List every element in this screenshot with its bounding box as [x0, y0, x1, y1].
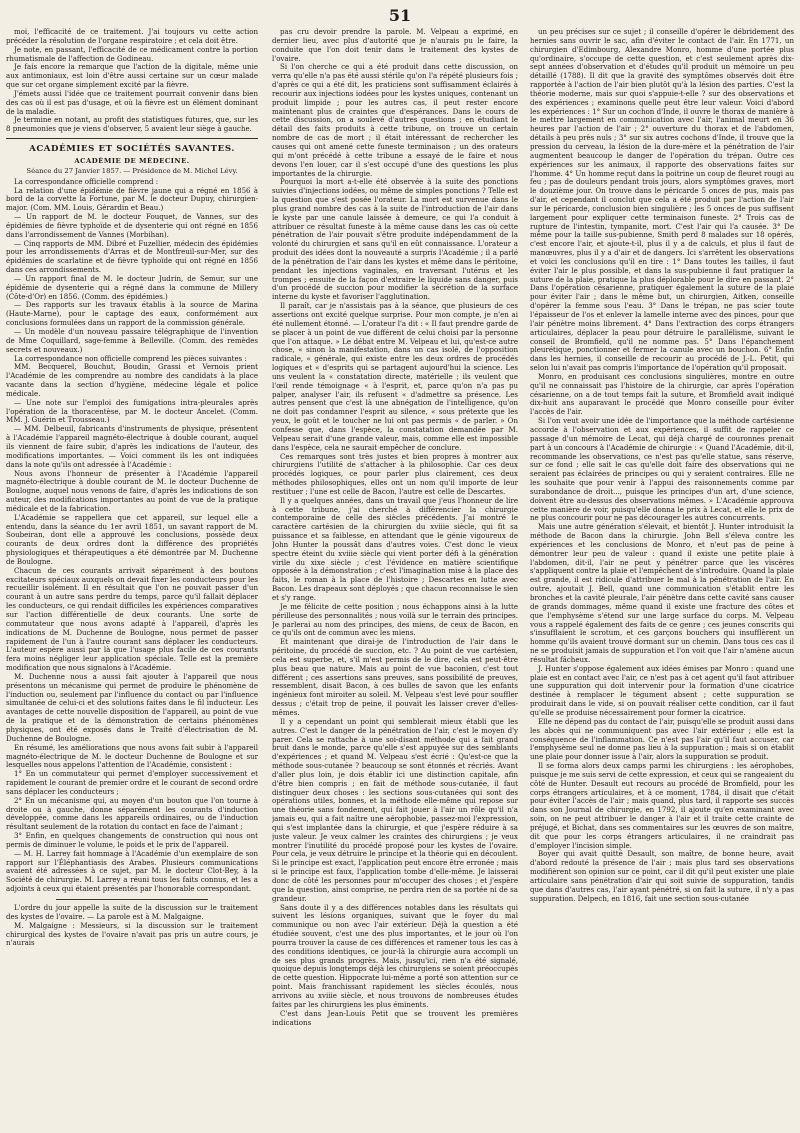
paragraph: — Un rapport final de M. le docteur Judrin, de Semur, sur une épidémie de dysenterie qui a régné dans la commune de Millery (Côte-d'Or) en 1856. (Comm. des épidémies.): [6, 273, 258, 301]
paragraph: Je termine en notant, au profit des statistiques futures, que, sur les 8 pneumonies que je viens d'observer, 5 avaient leur siège à gauche.: [6, 115, 258, 134]
paragraph: Je note, en passant, l'efficacité de ce médicament contre la portion rhumatismale de l'affection de Godineau.: [6, 44, 258, 63]
paragraph: J'émets aussi l'idée que ce traitement pourrait convenir dans bien des cas où il est pas d'usage, et où la fièvre est un élément dominant de la maladie.: [6, 88, 258, 116]
paragraph: Ces remarques sont très justes et bien propres à montrer aux chirurgiens l'utilité de s'attacher à la philosophie. Car ces deux procédés logiques, ce pour parler plus clairement, ces deux méthodes philosophiques, elles ont un nom qu'il importe de leur restituer ; l'une est celle de Bacon, l'autre est celle de Descartes.: [272, 451, 518, 496]
paragraph: La correspondance officielle comprend :: [14, 176, 159, 186]
column-1-opening: [6, 28, 258, 134]
page-number: 51: [388, 6, 412, 25]
paragraph: — Un rapport de M. le docteur Fouquet, de Vannes, sur des épidémies de fièvre typhoïde et de dysenterie qui ont régné en 1856 dans l'arrondissement de Vannes (Morbihan).: [6, 212, 258, 239]
paragraph: 2° En un mécanisme qui, au moyen d'un bouton que l'on tourne à droite ou à gauche, donne séparément les courants d'induction développée, comme dans les appareils ordinaires, ou de l'induction résultant seulement de la rotation du contact en face de l'aimant ;: [6, 795, 258, 832]
column-1-closing: [6, 904, 258, 948]
paragraph: — Une note sur l'emploi des fumigations intra-pleurales après l'opération de la thoracentèse, par M. le docteur Ancelet. (Comm. MM. J. Guérin et Trousseau.): [6, 397, 258, 425]
column-1-body: [6, 178, 258, 894]
paragraph: La correspondance non officielle comprend les pièces suivantes :: [14, 353, 247, 363]
paragraph: Je fais encore la remarque que l'action de la digitale, même unie aux antimoniaux, est loin d'être aussi certaine sur un cœur malade que sur cet organe simplement excité par la fièvre.: [6, 62, 258, 90]
section-title: ACADÉMIES ET SOCIÉTÉS SAVANTES.: [29, 144, 235, 155]
paragraph: Si l'on veut avoir une idée de l'importance que la méthode cartésienne accorde à l'observation et aux expériences, il suffit de rappeler ce passage d'un mémoire de Lecat, qui déjà chargé de couronnes prenait part à un concours à l'Académie de chirurgie : « Quand l'Académie, dit-il, recommande les observations, ce n'est pas qu'elle statue, sans réserve, sur ce fond ; elle sait le cas qu'elle doit faire des observations qui ne seraient pas éclairées de principes ou qui y seraient contraires. Elle ne les souhaite que pour venir à l'appui des raisonnements comme par surabondance de droit..., puisque les principes d'un art, d'une science, doivent être au-dessus des observations mêmes. » L'Académie approuva cette manière de voir, puisqu'elle donna le prix à Lecat, et elle le prix de ne plus concourir pour ne pas décourager les autres concurrents.: [530, 416, 794, 523]
section-rule: [6, 138, 258, 139]
paragraph: Il paraît, car je n'assistais pas à la séance, que plusieurs de ces assertions ont excité quelque surprise. Pour mon compte, je n'en ai été nullement étonné. — L'orateur l'a dit : « Il faut prendre garde de se placer à un point de vue différent de celui choisi par la personne que l'on attaque. » Le débat entre M. Velpeau et lui, qu'est-ce autre chose, « sinon la manifestation, dans un cas isolé, de l'opposition radicale, « générale, qui existe entre les deux ordres de procédés logiques et « d'esprits qui se partagent aujourd'hui la science. Les uns veulent la « constatation directe, matérielle ; ils veulent que l'œil rende témoignage « à l'esprit, et, parce qu'on n'a pas pu palper, analyser l'air, ils refusent « d'admettre sa présence. Les autres pensent que c'est là une abnégation de l'intelligence, qu'on ne doit pas condamner l'esprit au silence, « sous prétexte que les yeux, le goût et le toucher ne lui ont pas permis « de parler. » On confesse que, dans l'espèce, la constatation demandée par M. Velpeau serait d'une grande valeur, mais, comme elle est impossible dans l'espèce, cela ne saurait empêcher de conclure.: [272, 301, 518, 452]
paragraph: un peu précises sur ce sujet ; il conseille d'opérer le débridement des hernies sans ouvrir le sac, afin d'éviter le contact de l'air. En 1771, un chirurgien d'Edimbourg, Alexandre Monro, homme d'une portée plus qu'ordinaire, s'occupe de cette question, et c'est seulement après dix-sept années d'observation et d'études qu'il produit un mémoire un peu détaillé (1788). Il dit que la gravité des symptômes observés doit être rapportée à l'action de l'air bien plutôt qu'à la lésion des parties. C'est la théorie moderne, mais sur quoi s'appuie-t-elle ? sur des observations et des expériences ; examinons quelle peut être leur valeur. Voici d'abord les expériences : 1° Sur un cochon d'Inde, il ouvre le thorax de manière à le mettre largement en communication avec l'air, l'animal meurt en 36 heures par l'action de l'air ; 2° ouverture du thorax et de l'abdomen, détails à peu près nuls ; 3° sur six autres cochons d'Inde, il trouve que la pression du cerveau, la lésion de la dure-mère et la pénétration de l'air augmentent beaucoup le danger de l'opération du trépan. Outre ces expériences sur les animaux, il rapporte des observations faites sur l'homme. 4° Un homme reçut dans la poitrine un coup de fleuret rougi au feu ; pas de douleurs pendant trois jours, alors symptômes graves, mort le douzième jour. On trouve dans le péricarde 5 onces de pus, mais pas d'air, et cependant il conclut que cela a été produit par l'action de l'air sur le péricarde, conclusion bien singulière ; les 5 onces de pus suffisent largement pour expliquer cette terminaison funeste. 2° Trois cas de rupture de l'intestin, tympanite, mort. C'est l'air qui l'a causée. 3° De même pour la taille sus-pubienne, Smith perd 8 malades sur 18 opérés, c'est encore l'air, et ajoute-t-il, plus il y a de calculs, et plus il faut de manœuvres, plus il y a d'air et de dangers. Ici s'arrêtent les observations et voici les conclusions qu'il en tire : 1° Dans toutes les tailles, il faut éviter l'air le plus possible, et dans la sus-pubienne il faut pratiquer la suture de la plaie, pratique la plus déplorable pour le dire en passant. 2° Dans l'opération césarienne, pratiquer également la suture de la plaie pour éviter l'air ; dans le même but, un chirurgien, Aitken, conseille d'opérer la femme sous l'eau. 3° Dans le trépan, ne pas scier toute l'épaisseur de l'os et enlever la lamelle interne avec des pinces, pour que l'air pénètre moins librement. 4° Dans l'extraction des corps étrangers articulaires, déplacer la peau pour détruire le parallélisme, suivant le conseil de Bromfield, qu'il ne nomme pas. 5° Dans l'épanchement pleurétique, ponctionner et fermer la canule avec un bouchon. 6° Enfin dans les hernies, il conseille de recourir au procédé de J.-L. Petit, qui selon lui n'avait pas compris l'importance de l'opération qu'il proposait.: [530, 28, 794, 373]
paragraph: L'Académie se rappellera que cet appareil, sur lequel elle a entendu, dans la séance du 1er avril 1851, un savant rapport de M. Soubeiran, dont elle a approuvé les conclusions, possède deux courants de deux ordres dont la différence des propriétés physiologiques et thérapeutiques a été démontrée par M. Duchenne de Boulogne.: [6, 512, 258, 566]
paragraph: Si l'on cherche ce qui a été produit dans cette discussion, on verra qu'elle n'a pas été aussi stérile qu'on l'a répété plusieurs fois ; d'après ce qui a été dit, les praticiens sont suffisamment éclairés à recourir aux injections iodées pour les kystes uniques, contenant un produit limpide ; pour les autres cas, il peut rester encore maintenant plus de craintes que d'espérances. Dans le cours de cette discussion, on a soulevé d'autres questions ; en étudiant le détail des faits produits à cette tribune, on trouve un certain nombre de cas de mort ; il était intéressant de rechercher les causes qui ont amené cette funeste terminaison ; un des orateurs qui m'ont précédé à cette tribune a essayé de le faire et nous devons l'en louer, car il s'est occupé d'une des questions les plus importantes de la chirurgie.: [272, 62, 518, 178]
paragraph: Monro, en produisant ces conclusions singulières, montre en outre qu'il ne connaissait pas l'histoire de la chirurgie, car après l'opération césarienne, on a de tout temps fait la suture, et Bromfield avait indiqué dix-huit ans auparavant le procédé que Monro conseille pour éviter l'accès de l'air.: [530, 371, 794, 417]
paragraph: Et maintenant que dirai-je de l'introduction de l'air dans le péritoine, du procédé de succion, etc. ? Au point de vue cartésien, cela est superbe, et, s'il m'est permis de le dire, cela est peut-être plus beau que nature. Mais au point de vue baconien, c'est tout différent ; ces assertions sans preuves, sans possibilité de preuves, ressemblent, disait Bacon, à ces bulles de savon que les enfants ingénieux font miroiter au soleil. M. Velpeau s'est levé pour souffler dessus ; c'était trop de peine, il pouvait les laisser crever d'elles-mêmes.: [272, 637, 518, 717]
paragraph: Chacun de ces courants arrivait séparément à des boutons excitateurs spéciaux auxquels on devait fixer les conducteurs pour les recueillir isolément. Il en résultait que l'on ne pouvait passer d'un courant à un autre sans perdre du temps, parce qu'il fallait déplacer les conducteurs, ce qui rendait difficiles les expériences comparatives sur l'action différentielle de deux courants. Une sorte de commutateur que nous avons adapté à l'appareil, d'après les indications de M. Duchenne de Boulogne, nous permet de passer rapidement de l'un à l'autre courant sans déplacer les conducteurs. L'auteur espère aussi par là que l'usage plus facile de ces courants fera moins négliger leur application spéciale. Telle est la première modification que nous signalons à l'Académie.: [6, 565, 258, 673]
paragraph: — Un modèle d'un nouveau passaire télégraphique de l'invention de Mme Coquillard, sage-femme à Belleville. (Comm. des remèdes secrets et nouveaux.): [6, 327, 258, 354]
paragraph: — Cinq rapports de MM. Dibré et Fuzellier, médecin des épidémies pour les arrondissements d'Arras et de Montfreuil-sur-Mer, sur des épidémies de scarlatine et de fièvre typhoïde qui ont régné en 1856 dans ces arrondissements.: [6, 238, 258, 275]
paragraph: 1° En un commutateur qui permet d'employer successivement et rapidement le courant de premier ordre et le courant de second ordre sans déplacer les conducteurs ;: [6, 769, 258, 796]
paragraph: En résumé, les améliorations que nous avons fait subir à l'appareil magnéto-électrique de M. le docteur Duchenne de Boulogne et sur lesquelles nous appelons l'attention de l'Académie, consistent :: [6, 742, 258, 770]
separator-rule: [56, 899, 207, 900]
paragraph: Mais une autre génération s'élevait, et bientôt J. Hunter introduisit la méthode de Bacon dans la chirurgie. John Bell s'éleva contre les expériences et les conclusions de Monro, et n'eut pas de peine à démontrer leur peu de valeur : quand il existe une petite plaie à l'abdomen, dit-il, l'air ne peut y pénétrer parce que les viscères s'appliquent contre la plaie et l'empêchent de s'introduire. Quand la plaie est grande, il est ridicule d'attribuer le mal à la pénétration de l'air. En outre, ajoutait J. Bell, quand une communication s'établit entre les bronches et la cavité pleurale, l'air pénètre dans cette cavité sans causer de grands dommages, même quand il existe une fracture des côtes et que l'emphysème s'étend sur une large surface du corps. M. Velpeau vous a rappelé également des faits de ce genre ; ces jeunes conscrits qui s'insufflaient le scrotum, et ces garçons bouchers qui insufflèrent un homme qu'ils avaient trouvé dormant sur un chemin. Dans tous ces cas il ne se produisit jamais de suppuration et l'on voit que l'air n'amène aucun résultat fâcheux.: [530, 522, 794, 664]
paragraph: pas cru devoir prendre la parole. M. Velpeau a exprimé, en dernier lieu, avec plus d'autorité que je n'aurais pu le faire, la conduite que l'on doit tenir dans le traitement des kystes de l'ovaire.: [272, 28, 518, 63]
session-line: Séance du 27 Janvier 1857. — Présidence de M. Michel Lévy.: [26, 166, 238, 175]
paragraph: Pourquoi la mort a-t-elle été observée à la suite des ponctions suivies d'injections iodées, ou même de simples ponctions ? Telle est la question que s'est posée l'orateur. La mort est survenue dans le plus grand nombre des cas à la suite de l'introduction de l'air dans le kyste par une canule laissée à demeure, ce qui l'a conduit à attribuer ce résultat funeste à la même cause dans les cas où cette pénétration de l'air pouvait s'être produite indépendamment de la volonté du chirurgien et sans qu'il en eût connaissance. L'orateur a produit des idées dont la nouveauté a surpris l'Académie ; il a parlé de la pénétration de l'air dans les kystes et même dans le péritoine, pendant les injections vaginales, en traversant l'utérus et les trompes ; ensuite de la façon d'extraire le liquide sans danger, puis d'un procédé de succion pour modifier la sécrétion de la surface interne du kyste et favoriser l'agglutination.: [272, 177, 518, 302]
paragraph: Nous avons l'honneur de présenter à l'Académie l'appareil magnéto-électrique à double courant de M. le docteur Duchenne de Boulogne, auquel nous venons de faire, d'après les indications de son auteur, des modifications importantes au point de vue de la pratique médicale et de la fabrication.: [6, 468, 258, 513]
paragraph: C'est dans Jean-Louis Petit que se trouvent les premières indications: [272, 1008, 518, 1027]
paragraph: MM. Becquerel, Bouchut, Boudin, Grassi et Vernois prient l'Académie de les comprendre au nombre des candidats à la place vacante dans la section d'hygiène, médecine légale et police médicale.: [6, 362, 258, 398]
paragraph: J. Hunter s'oppose également aux idées émises par Monro : quand une plaie est en contact avec l'air, ce n'est pas à cet agent qu'il faut attribuer une suppuration qui doit intervenir pour la formation d'une cicatrice destinée à remplacer le tégument absent ; cette suppuration se produirait dans le vide, si on pouvait réaliser cette condition, car il faut qu'elle se produise nécessairement pour former la cicatrice.: [530, 663, 794, 717]
paragraph: M. Duchenne nous a aussi fait ajouter à l'appareil que nous présentons un mécanisme qui permet de produire le phénomène de l'induction ou, seulement par l'influence du contact ou par l'influence simultanée de celui-ci et des solutions faites dans le fil inducteur. Les avantages de cette nouvelle disposition de l'appareil, au point de vue de la pratique et de la démonstration de certains phénomènes physiques, ont été exposés dans le Traité d'électrisation de M. Duchenne de Boulogne.: [6, 671, 258, 743]
paragraph: Il y a cependant un point qui semblerait mieux établi que les autres. C'est le danger de la pénétration de l'air, c'est le moyen d'y parer. Cela se rattache à une soi-disant méthode qui a fait grand bruit dans le monde, parce qu'elle s'est appuyée sur des semblants d'expériences ; et quand M. Velpeau s'est écrié : Qu'est-ce que la méthode sous-cutanée ? beaucoup se sont étonnés et récriés. Avant d'aller plus loin, je dois établir ici une distinction capitale, afin d'être bien compris ; en fait de méthode sous-cutanée, il faut distinguer deux choses : les sections sous-cutanées qui sont des opérations utiles, bonnes, et la méthode elle-même qui repose sur une théorie sans fondement, qui fait jouer à l'air un rôle qu'il n'a jamais eu, qui a fait naître une aérophobie, passez-moi l'expression, qui s'est implantée dans la chirurgie, et que j'espère réduire à sa juste valeur. Je veux calmer les craintes des chirurgiens ; je veux montrer l'inutilité du procédé proposé pour les kystes de l'ovaire. Pour cela, je veux détruire le principe et la théorie qui en découlent. Si le principe est exact, l'application peut encore être erronée ; mais si le principe est faux, l'application tombe d'elle-même. Je laisserai donc de côté les personnes pour m'occuper des choses ; et j'espère que la question, ainsi comprise, ne perdra rien de sa portée ni de sa grandeur.: [272, 716, 518, 903]
paragraph: Il se forma alors deux camps parmi les chirurgiens : les aérophobes, puisque je me suis servi de cette expression, et ceux qui se rangeaient du côté de Hunter. Desault eut recours au procédé de Bromfield, pour les corps étrangers articulaires, et à ce moment, 1784, il disait que c'était pour éviter l'accès de l'air ; mais quand, plus tard, il rapporte ses succès dans son Journal de chirurgie, en 1792, il ajoute qu'en examinant avec soin, on ne peut attribuer le danger à l'air et il traite cette crainte de préjugé, et Bichat, dans ses commentaires sur les œuvres de son maître, dit que pour les corps étrangers articulaires, il ne craindrait pas d'employer l'incision simple.: [530, 761, 794, 850]
paragraph: Sans doute il y a des différences notables dans les résultats qui suivent les lésions organiques, suivant que le foyer du mal communique ou non avec l'air extérieur. Déjà la question a été étudiée souvent, c'est une des plus importantes, et le jour où l'on pourra trouver la cause de ces différences et ramener tous les cas à des conditions identiques, ce jour-là la chirurgie aura accompli un de ses plus grands progrès. Mais, jusqu'ici, rien n'a été signalé, quoique depuis longtemps déjà les chirurgiens se soient préoccupés de cette question. Hippocrate lui-même a porté son attention sur ce point. Mais franchissant rapidement les siècles écoulés, nous arrivons au xviiie siècle, et nous trouvons de nombreuses études faites par les chirurgiens les plus éminents.: [272, 902, 518, 1009]
paragraph: Il y a quelques années, dans un travail que j'eus l'honneur de lire à cette tribune, j'ai cherché à différencier la chirurgie contemporaine de celle des siècles précédents. J'ai montré le caractère cartésien de la chirurgien du xviiie siècle, qui fit sa puissance et sa faiblesse, en attendant que le génie vigoureux de John Hunter la poussât dans d'autres voies. C'est donc le vieux spectre éteint du xviiie siècle qui vient porter défi à la génération virile du xixe siècle ; c'est l'évidence en matière scientifique opposée à la démonstration ; c'est l'imagination mise à la place des faits, le roman à la place de l'histoire ; Descartes en lutte avec Bacon. Les drapeaux sont déployés ; que chacun reconnaisse le sien et s'y range.: [272, 495, 518, 602]
paragraph: moi, l'efficacité de ce traitement. J'ai toujours vu cette action précéder la résolution de l'organe respiratoire ; et cela doit être.: [6, 28, 258, 45]
paragraph: Je me félicite de cette position ; nous échappons ainsi à la lutte périlleuse des personnalités ; nous voilà sur le terrain des principes. Je parlerai au nom des principes, des miens, de ceux de Bacon, en ce qu'ils ont de commun avec les miens.: [272, 601, 518, 638]
paragraph: Boyer qui avait quitté Desault, son maître, de bonne heure, avait d'abord redouté la présence de l'air ; mais plus tard ses observations modifièrent son opinion sur ce point, car il dit qu'il peut exister une plaie articulaire sans pénétration d'air qui soit suivie de suppuration, tandis que dans d'autres cas, l'air ayant pénétré, si on fait la suture, il n'y a pas suppuration. Delpech, en 1816, fait une section sous-cutanée: [530, 849, 794, 903]
column-2: [272, 28, 518, 1126]
column-3: [530, 28, 794, 1126]
paragraph: Elle ne dépend pas du contact de l'air, puisqu'elle se produit aussi dans les abcès qui ne communiquent pas avec l'air extérieur ; elle est la conséquence de l'inflammation. Ce n'est pas l'air qu'il faut accuser, car l'emphysème seul ne donne pas lieu à la suppuration ; mais si on établit une plaie pour donner issue à l'air, alors la suppuration se produit.: [530, 716, 794, 762]
paragraph: La relation d'une épidémie de fièvre jaune qui a régné en 1856 à bord de la corvette la Fortune, par M. le docteur Dupuy, chirurgien-major. (Com. MM. Louis, Gérardin et Beau.): [6, 185, 258, 213]
paragraph: 3° Enfin, en quelques changements de construction qui nous ont permis de diminuer le volume, le poids et le prix de l'appareil.: [6, 831, 258, 849]
subsection-title: ACADÉMIE DE MÉDECINE.: [74, 156, 190, 165]
paragraph: — Des rapports sur les travaux établis à la source de Marina (Haute-Marne), pour le captage des eaux, conformément aux conclusions formulées dans un rapport de la commission générale.: [6, 300, 258, 328]
paragraph: — M. H. Larrey fait hommage à l'Académie d'un exemplaire de son rapport sur l'Éléphantiasis des Arabes. Plusieurs communications avaient été adressées à ce sujet, par M. le docteur Clot-Bey, à la Société de chirurgie. M. Larrey a réuni tous les faits connus, et les a adjoints à ceux qui étaient présentés par l'honorable correspondant.: [6, 848, 258, 894]
paragraph: M. Malgaigne : Messieurs, si la discussion sur le traitement chirurgical des kystes de l'ovaire n'avait pas pris un autre cours, je n'aurais: [6, 920, 258, 948]
column-1: [6, 28, 258, 1126]
paragraph: — MM. Delbeuil, fabricants d'instruments de physique, présentent à l'Académie l'appareil magnéto-électrique à double courant, auquel ils viennent de faire subir, d'après les indications de l'auteur, des modifications importantes. — Voici comment ils les ont indiquées dans la note qu'ils ont adressée à l'Académie :: [6, 424, 258, 469]
paragraph: L'ordre du jour appelle la suite de la discussion sur le traitement des kystes de l'ovaire. — La parole est à M. Malgaigne.: [6, 903, 258, 921]
